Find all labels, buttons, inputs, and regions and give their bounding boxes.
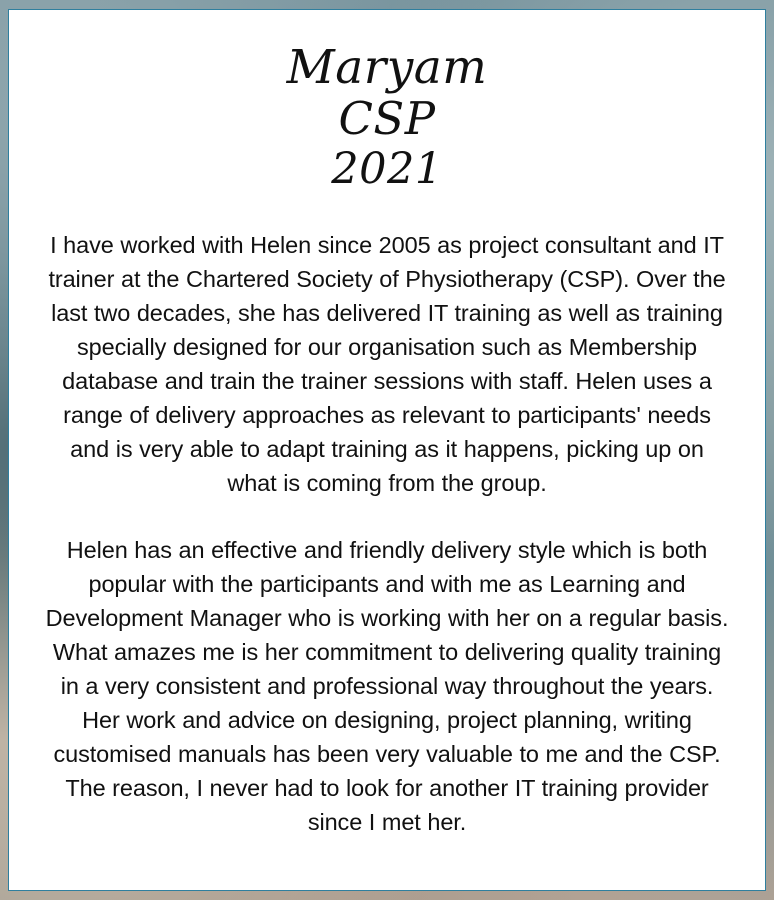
testimonial-year: 2021 bbox=[331, 143, 443, 194]
testimonial-paragraph-1: I have worked with Helen since 2005 as project consultant and IT trainer at the Chartered Society of Physiotherapy (CSP). Over the last two decades, she has delivered IT training as well as training specially designed for our organisation such as Membership database and train the trainer sessions with staff. Helen uses a range of delivery approaches as relevant to participants' needs and is very able to adapt training as it happens, picking up on what is coming from the group. bbox=[48, 231, 726, 496]
testimonial-paragraph-2: Helen has an effective and friendly delivery style which is both popular with the participants and with me as Learning and Development Manager who is working with her on a regular basis. What amazes me is her commitment to delivering quality training in a very consistent and professional way throughout the years. Her work and advice on designing, project planning, writing customised manuals has been very valuable to me and the CSP. The reason, I never had to look for another IT training provider since I met her. bbox=[45, 536, 729, 835]
testimonial-heading bbox=[29, 40, 745, 194]
testimonial-organisation: CSP bbox=[338, 91, 436, 145]
testimonial-author-name: Maryam bbox=[286, 40, 488, 95]
testimonial-card bbox=[8, 9, 766, 891]
testimonial-card-content bbox=[9, 10, 765, 882]
testimonial-body bbox=[29, 228, 745, 839]
